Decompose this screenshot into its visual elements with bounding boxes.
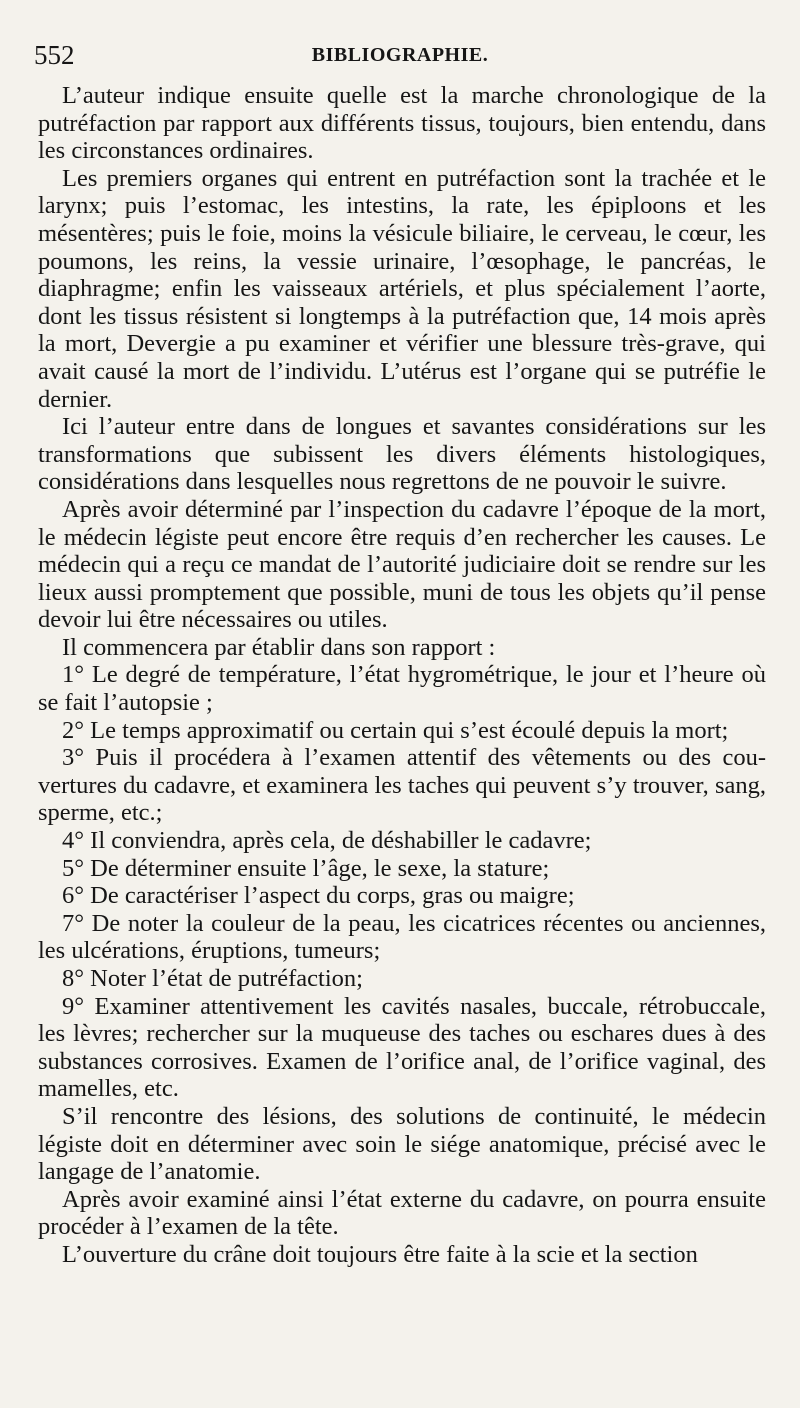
paragraph: Il commencera par établir dans son rapport :	[62, 633, 496, 661]
list-item: 9° Examiner attentivement les cavités nasales, buccale, rétrobuccale, les lèvres; rechercher sur la muqueuse des taches ou eschares dues à des substances corrosives. Examen de l’orifice anal, de l’orifice vaginal, des mamelles, etc.	[38, 992, 766, 1103]
list-item: 2° Le temps approximatif ou certain qui s’est écoulé depuis la mort;	[62, 716, 729, 744]
paragraph: S’il rencontre des lésions, des solutions de continuité, le médecin légiste doit en déterminer avec soin le siége anatomique, précisé avec le langage de l’anatomie.	[38, 1102, 766, 1186]
paragraph: Après avoir déterminé par l’inspection du cadavre l’époque de la mort, le médecin légiste peut encore être requis d’en rechercher les causes. Le médecin qui a reçu ce mandat de l’autorité judiciaire doit se rendre sur les lieux aussi promptement que possible, muni de tous les objets qu’il pense devoir lui être nécessaires ou utiles.	[38, 495, 766, 634]
paragraph: L’auteur indique ensuite quelle est la marche chronologique de la putréfaction par rapport aux différents tissus, toujours, bien entendu, dans les circonstances ordinaires.	[38, 82, 766, 165]
list-item: 8° Noter l’état de putréfaction;	[62, 965, 363, 992]
list-item: 6° De caractériser l’aspect du corps, gras ou maigre;	[62, 882, 575, 910]
list-item: 1° Le degré de température, l’état hygrométrique, le jour et l’heure où se fait l’autopsie ;	[38, 661, 766, 717]
page-header	[34, 40, 766, 74]
body-text	[38, 82, 766, 1269]
page-number: 552	[34, 40, 75, 70]
paragraph: L’ouverture du crâne doit toujours être faite à la scie et la section	[62, 1240, 698, 1268]
list-item: 7° De noter la couleur de la peau, les cicatrices récentes ou anciennes, les ulcérations, éruptions, tumeurs;	[38, 909, 766, 965]
paragraph: Après avoir examiné ainsi l’état externe du cadavre, on pourra ensuite procéder à l’examen de la tête.	[38, 1185, 766, 1241]
list-item: 3° Puis il procédera à l’examen attentif des vêtements ou des couvertures du cadavre, et examinera les taches qui peuvent s’y trouver, sang, sperme, etc.;	[38, 744, 766, 827]
paragraph: Ici l’auteur entre dans de longues et savantes considérations sur les transformations que subissent les divers éléments histologiques, considérations dans lesquelles nous regrettons de ne pouvoir le suivre.	[38, 413, 766, 496]
list-item: 4° Il conviendra, après cela, de déshabiller le cadavre;	[62, 827, 592, 855]
list-item: 5° De déterminer ensuite l’âge, le sexe, la stature;	[62, 854, 550, 882]
running-title: BIBLIOGRAPHIE.	[311, 44, 489, 66]
paragraph: Les premiers organes qui entrent en putréfaction sont la trachée et le larynx; puis l’estomac, les intestins, la rate, les épiploons et les mésentères; puis le foie, moins la vésicule biliaire, le cerveau, le cœur, les poumons, les reins, la vessie urinaire, l’œsophage, le pancréas, le diaphragme; enfin les vaisseaux artériels, et plus spécialement l’aorte, dont les tissus résistent si longtemps à la putréfaction que, 14 mois après la mort, Devergie a pu examiner et vérifier une blessure très-grave, qui avait causé la mort de l’individu. L’utérus est l’organe qui se putréfie le dernier.	[38, 164, 766, 413]
